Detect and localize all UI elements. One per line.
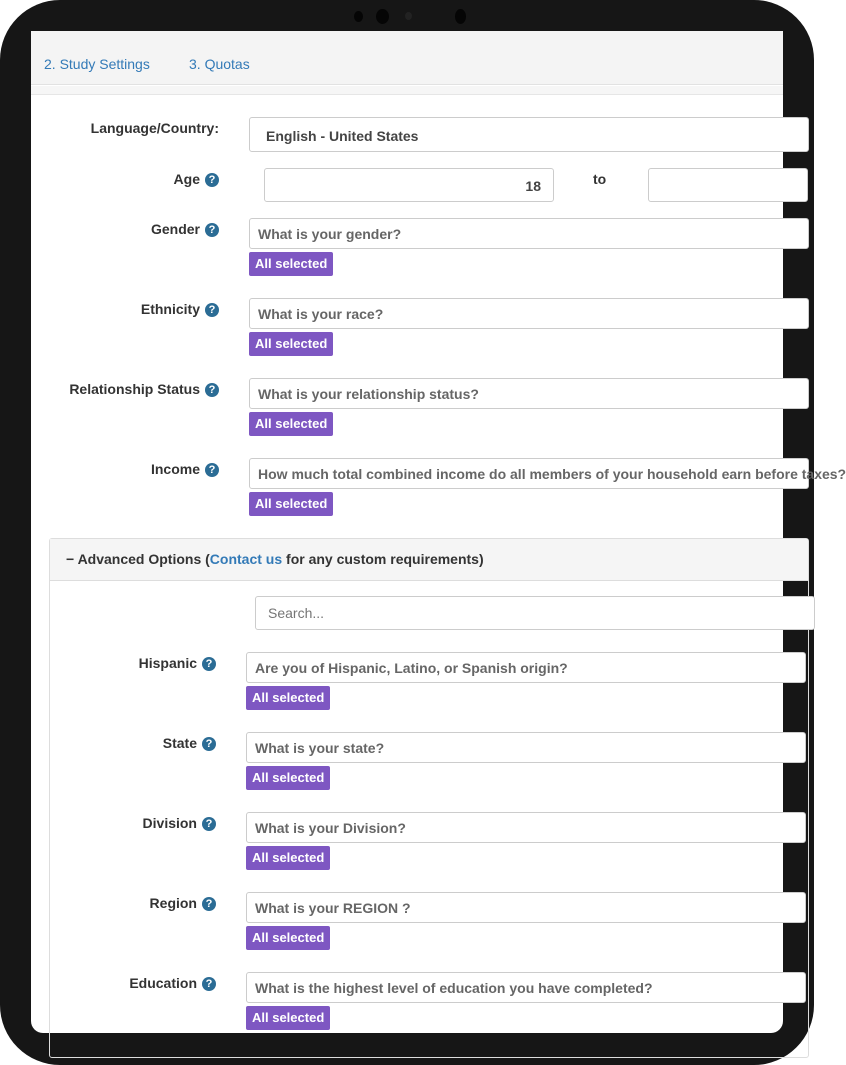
education-label [129,975,216,991]
income-label-text: Income [150,461,200,477]
education-question-select[interactable]: What is the highest level of education you have completed? [246,972,806,1003]
education-all-selected-badge[interactable]: All selected [246,1006,330,1030]
state-all-selected-badge[interactable]: All selected [246,766,330,790]
tab-study-settings[interactable]: 2. Study Settings [44,56,150,72]
gender-label-text: Gender [150,221,200,237]
gender-label [151,221,219,237]
help-icon[interactable]: ? [202,657,216,671]
language-label: Language/Country: [90,120,219,136]
help-icon[interactable]: ? [202,977,216,991]
age-max-input[interactable] [648,168,808,202]
state-label-text: State [162,735,197,751]
camera-icon [455,9,466,24]
division-label-text: Division [142,815,197,831]
tab-quotas[interactable]: 3. Quotas [189,56,250,72]
income-all-selected-badge[interactable]: All selected [249,492,333,516]
camera-icon [354,11,363,22]
division-label [143,815,216,831]
relationship-status-label-text: Relationship Status [69,381,200,397]
advanced-search-input[interactable] [255,596,815,630]
hispanic-all-selected-badge[interactable]: All selected [246,686,330,710]
age-to-label: to [593,171,607,187]
relationship-status-label [69,381,219,397]
age-min-input[interactable]: 18 [264,168,554,202]
income-question-select[interactable]: How much total combined income do all members of your household earn before taxes? [249,458,809,489]
ethnicity-label-text: Ethnicity [140,301,200,317]
gender-all-selected-badge[interactable]: All selected [249,252,333,276]
help-icon[interactable]: ? [205,173,219,187]
relationship-status-question-select[interactable]: What is your relationship status? [249,378,809,409]
help-icon[interactable]: ? [202,737,216,751]
ethnicity-all-selected-badge[interactable]: All selected [249,332,333,356]
camera-icon [376,9,389,24]
language-select[interactable]: English - United States [249,117,809,152]
advanced-title: Advanced Options ( [77,551,210,567]
age-label-text: Age [173,171,200,187]
hispanic-label-text: Hispanic [138,655,197,671]
help-icon[interactable]: ? [205,463,219,477]
hispanic-question-select[interactable]: Are you of Hispanic, Latino, or Spanish origin? [246,652,806,683]
help-icon[interactable]: ? [202,897,216,911]
region-question-select[interactable]: What is your REGION ? [246,892,806,923]
region-label [150,895,216,911]
hispanic-label [139,655,216,671]
age-label [174,171,219,187]
help-icon[interactable]: ? [205,223,219,237]
gender-question-select[interactable]: What is your gender? [249,218,809,249]
state-question-select[interactable]: What is your state? [246,732,806,763]
education-label-text: Education [129,975,197,991]
ethnicity-question-select[interactable]: What is your race? [249,298,809,329]
advanced-options-header[interactable] [50,539,808,581]
help-icon[interactable]: ? [205,303,219,317]
income-label [151,461,219,477]
contact-us-link[interactable]: Contact us [209,551,283,567]
region-all-selected-badge[interactable]: All selected [246,926,330,950]
screen [31,31,846,1033]
relationship-status-all-selected-badge[interactable]: All selected [249,412,333,436]
state-label [163,735,216,751]
divider [31,86,783,95]
wizard-tabs [31,31,783,85]
division-question-select[interactable]: What is your Division? [246,812,806,843]
ethnicity-label [141,301,219,317]
sensor-icon [405,12,412,20]
region-label-text: Region [149,895,197,911]
advanced-suffix: for any custom requirements) [282,551,484,567]
help-icon[interactable]: ? [202,817,216,831]
help-icon[interactable]: ? [205,383,219,397]
division-all-selected-badge[interactable]: All selected [246,846,330,870]
collapse-icon[interactable]: − [66,551,75,567]
